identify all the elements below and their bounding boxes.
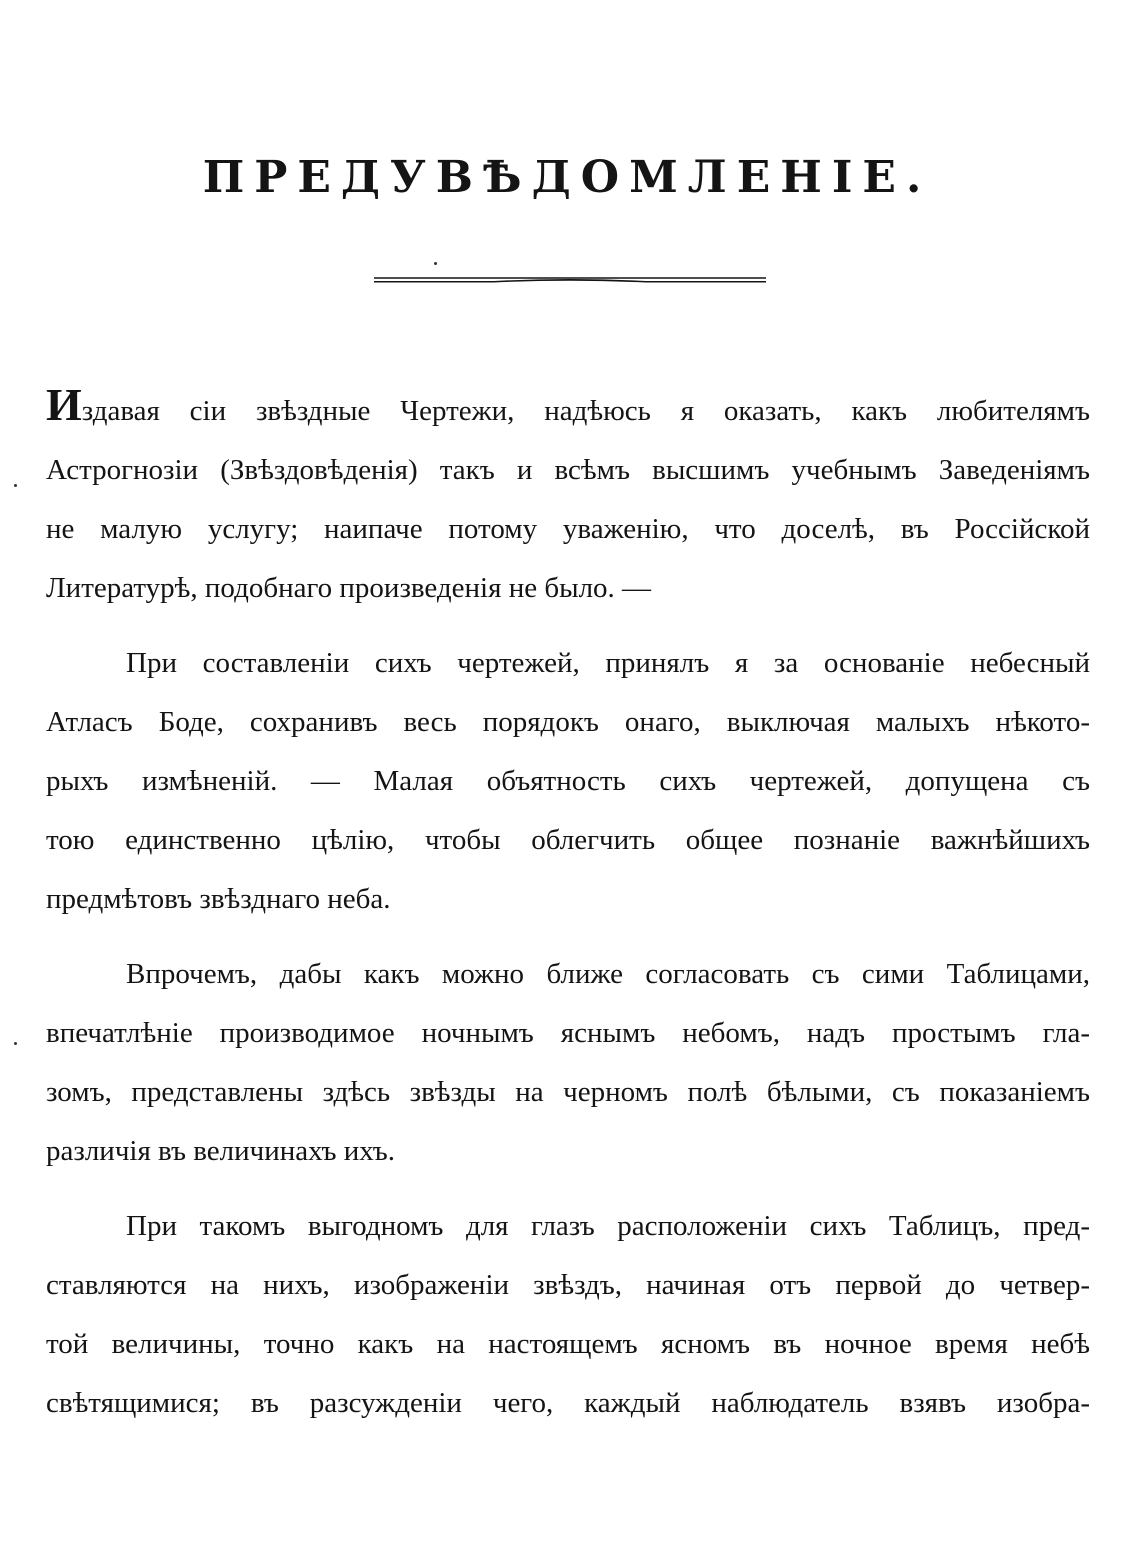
title-ornamental-rule — [374, 276, 766, 284]
paragraph-line: впечатлѣніе производимое ночнымъ яснымъ небомъ, надъ простымъ гла- — [46, 1017, 1090, 1049]
paragraph-1 — [46, 382, 1090, 618]
paper-speck — [14, 484, 17, 487]
paragraph-line: Атласъ Боде, сохранивъ весь порядокъ онаго, выключая малыхъ нѣкото- — [46, 706, 1090, 738]
paragraph-line: различія въ величинахъ ихъ. — [46, 1135, 395, 1167]
paragraph-line: тою единственно цѣлію, чтобы облегчить общее познаніе важнѣйшихъ — [46, 824, 1090, 856]
paragraph-3 — [46, 945, 1090, 1181]
paragraph-line: предмѣтовъ звѣзднаго неба. — [46, 883, 391, 915]
paragraph-line: не малую услугу; наипаче потому уваженію, что доселѣ, въ Россійской — [46, 513, 1090, 545]
paragraph-line: той величины, точно какъ на настоящемъ ясномъ въ ночное время небѣ — [46, 1328, 1090, 1360]
paragraph-line: Астрогнозіи (Звѣздовѣденія) такъ и всѣмъ высшимъ учебнымъ Заведеніямъ — [46, 454, 1090, 486]
paragraph-line: Литературѣ, подобнаго произведенія не было. — — [46, 572, 652, 604]
page-title: ПРЕДУВѢДОМЛЕНІЕ. — [202, 152, 932, 203]
paragraph-line: зомъ, представлены здѣсь звѣзды на черномъ полѣ бѣлыми, съ показаніемъ — [46, 1076, 1090, 1108]
paper-speck — [14, 1042, 17, 1045]
paragraph-line: Впрочемъ, дабы какъ можно ближе согласовать съ сими Таблицами, — [126, 958, 1090, 990]
drop-cap: И — [46, 382, 82, 430]
first-line-text: здавая сіи звѣздные Чертежи, надѣюсь я оказать, какъ любителямъ — [81, 395, 1090, 427]
body-text — [46, 382, 1090, 1433]
paragraph-4 — [46, 1197, 1090, 1433]
paragraph-line: рыхъ измѣненій. — Малая объятность сихъ чертежей, допущена съ — [46, 765, 1090, 797]
paragraph-line — [46, 382, 1090, 441]
paragraph-line: При такомъ выгодномъ для глазъ расположеніи сихъ Таблицъ, пред- — [126, 1210, 1090, 1242]
paragraph-line: свѣтящимися; въ разсужденіи чего, каждый наблюдатель взявъ изобра- — [46, 1387, 1090, 1419]
paragraph-line: ставляются на нихъ, изображеніи звѣздъ, начиная отъ первой до четвер- — [46, 1269, 1090, 1301]
paragraph-line: При составленіи сихъ чертежей, принялъ я за основаніе небесный — [126, 647, 1090, 679]
paper-speck — [434, 262, 437, 265]
paragraph-2 — [46, 634, 1090, 929]
